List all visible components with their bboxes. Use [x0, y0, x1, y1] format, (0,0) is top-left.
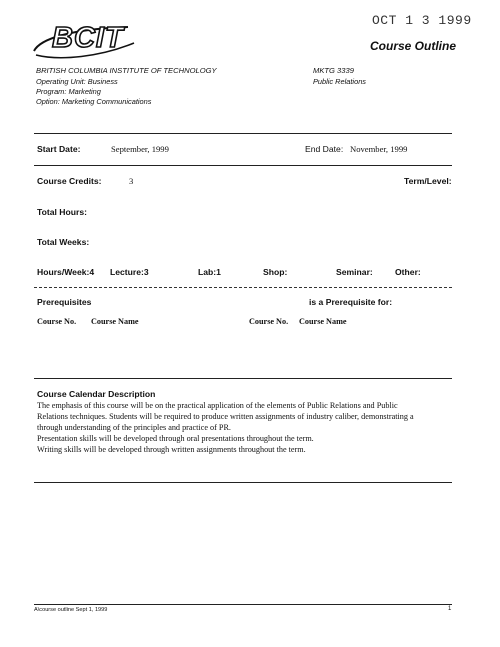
course-credits-value: 3	[129, 176, 134, 186]
course-no-column: Course No.	[37, 317, 77, 326]
prerequisites-heading: Prerequisites	[37, 297, 92, 307]
lab-hours: Lab:1	[198, 267, 221, 277]
term-level-label: Term/Level:	[404, 176, 452, 186]
hours-per-week: Hours/Week:4	[37, 267, 95, 277]
start-date-value: September, 1999	[111, 144, 169, 154]
other-hours: Other:	[395, 267, 421, 277]
course-title: Public Relations	[313, 77, 366, 86]
document-type-title: Course Outline	[370, 39, 457, 53]
course-name-column: Course Name	[91, 317, 139, 326]
shop-hours: Shop:	[263, 267, 288, 277]
footer-file-reference: A\course outline Sept 1, 1999	[34, 607, 108, 613]
operating-unit: Operating Unit: Business	[36, 77, 118, 86]
divider	[34, 287, 452, 288]
institution-name: BRITISH COLUMBIA INSTITUTE OF TECHNOLOGY	[36, 66, 217, 75]
total-weeks-label: Total Weeks:	[37, 237, 90, 247]
description-line: Relations techniques. Students will be required to produce written assignments of industry caliber, demonstrating a	[37, 412, 414, 421]
divider	[34, 482, 452, 483]
program: Program: Marketing	[36, 87, 101, 96]
footer-divider	[34, 604, 452, 605]
page-number: 1	[448, 606, 452, 612]
start-date-label: Start Date:	[37, 144, 81, 154]
calendar-description-heading: Course Calendar Description	[37, 389, 156, 399]
received-date-stamp: OCT 1 3 1999	[372, 13, 472, 28]
calendar-description-body	[37, 400, 457, 455]
end-date-value: November, 1999	[350, 144, 408, 154]
lecture-hours: Lecture:3	[110, 267, 149, 277]
divider	[34, 165, 452, 166]
course-credits-label: Course Credits:	[37, 176, 102, 186]
divider	[34, 378, 452, 379]
total-hours-label: Total Hours:	[37, 207, 87, 217]
description-line: Writing skills will be developed through written assignments throughout the term.	[37, 445, 306, 454]
description-line: Presentation skills will be developed through oral presentations throughout the term.	[37, 434, 314, 443]
divider	[34, 133, 452, 134]
prerequisite-for-heading: is a Prerequisite for:	[309, 297, 393, 307]
program-option: Option: Marketing Communications	[36, 97, 152, 106]
course-no-column-right: Course No.	[249, 317, 289, 326]
logo-text: BCIT	[52, 22, 124, 54]
bcit-logo	[30, 17, 140, 65]
seminar-hours: Seminar:	[336, 267, 373, 277]
course-name-column-right: Course Name	[299, 317, 347, 326]
description-line: The emphasis of this course will be on the practical application of the elements of Public Relations and Public	[37, 401, 398, 410]
course-code: MKTG 3339	[313, 66, 354, 75]
end-date-label: End Date:	[305, 144, 344, 154]
description-line: through understanding of the principles and practice of PR.	[37, 423, 231, 432]
